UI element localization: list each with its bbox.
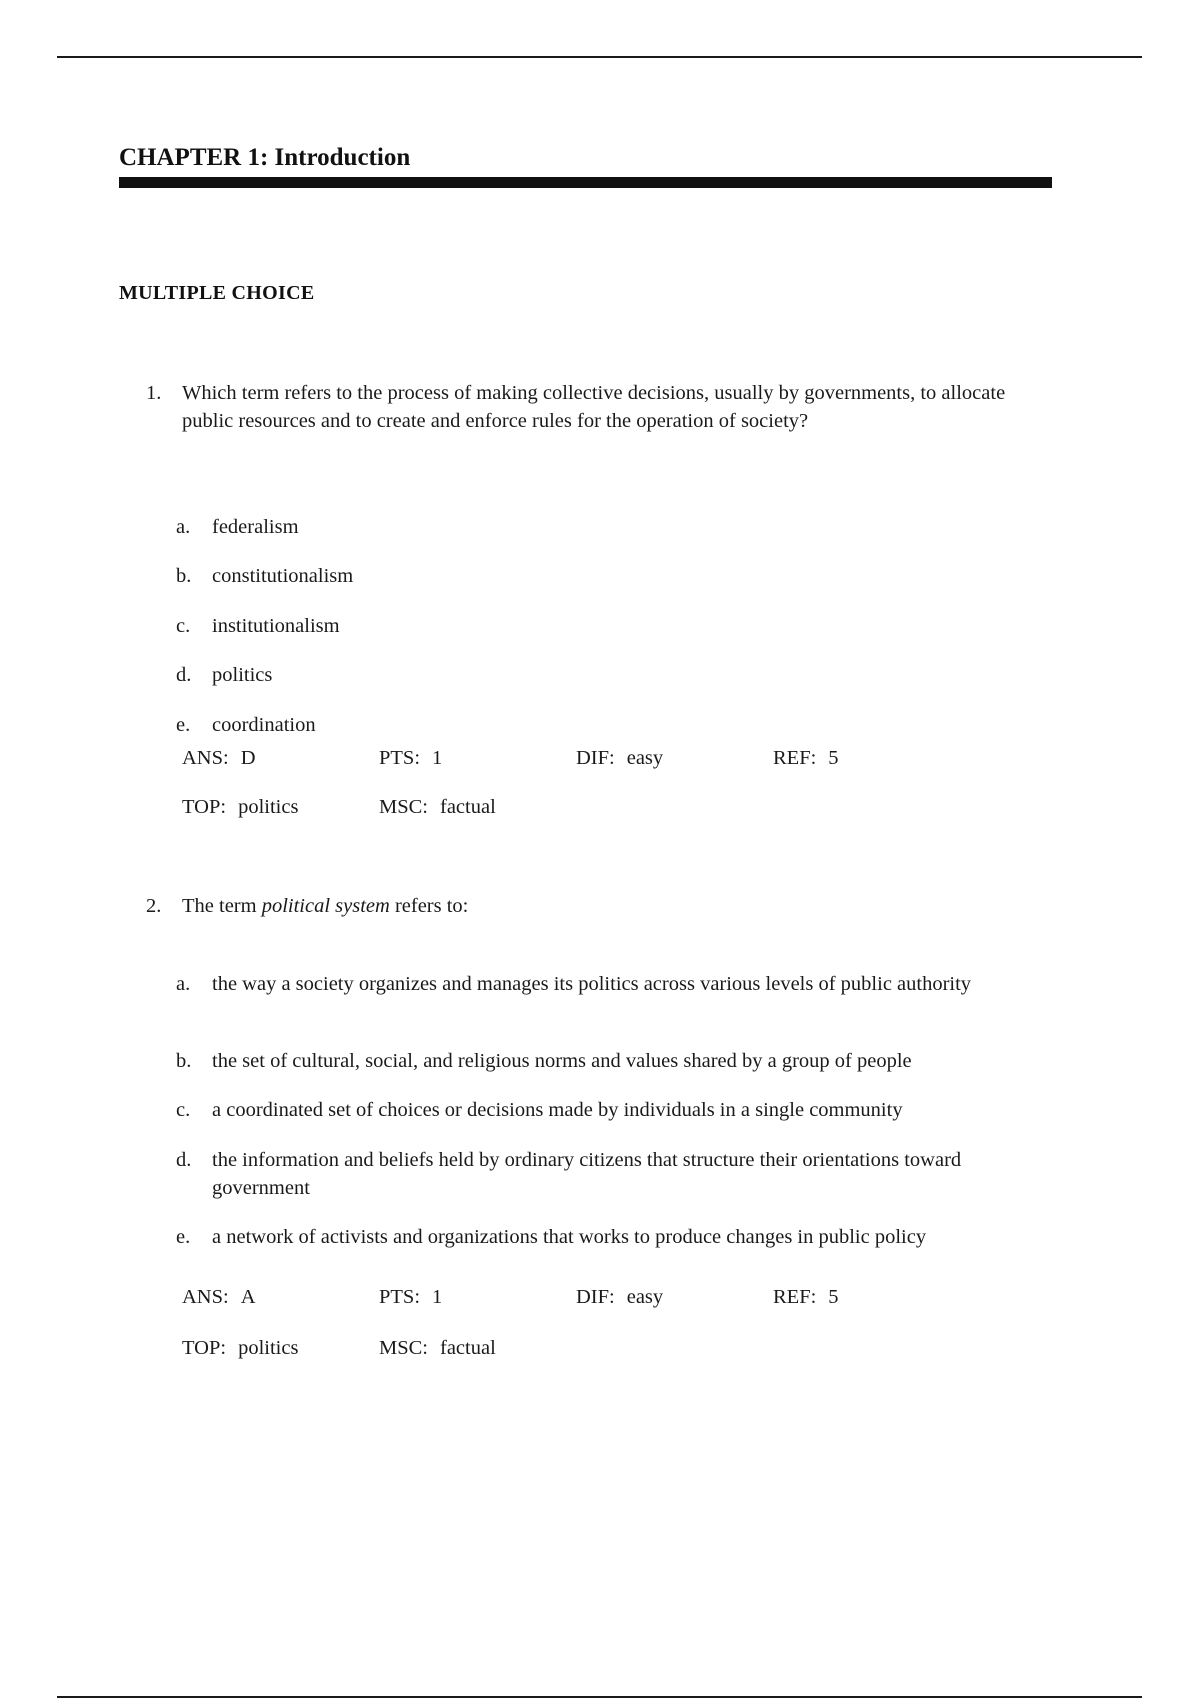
option-letter: d. bbox=[176, 1149, 192, 1171]
answer-key: ANS: A bbox=[182, 1286, 256, 1308]
reference: REF: 5 bbox=[773, 1286, 839, 1308]
topic: TOP: politics bbox=[182, 1337, 299, 1359]
reference: REF: 5 bbox=[773, 747, 839, 769]
question-text: Which term refers to the process of making collective decisions, usually by governments, to allocate public resources and to create and enforce rules for the operation of society? bbox=[182, 382, 1006, 432]
question-stem bbox=[146, 892, 1006, 920]
topic: TOP: politics bbox=[182, 796, 299, 818]
answer-option-b bbox=[176, 1047, 976, 1075]
option-text: federalism bbox=[212, 516, 299, 538]
option-letter: a. bbox=[176, 516, 191, 538]
option-text: a coordinated set of choices or decisions made by individuals in a single community bbox=[212, 1099, 903, 1121]
difficulty: DIF: easy bbox=[576, 747, 664, 769]
answer-option-d bbox=[176, 661, 976, 689]
option-letter: e. bbox=[176, 714, 191, 736]
option-letter: c. bbox=[176, 1099, 191, 1121]
option-letter: b. bbox=[176, 565, 192, 587]
answer-option-a bbox=[176, 970, 976, 998]
option-letter: b. bbox=[176, 1050, 192, 1072]
difficulty: DIF: easy bbox=[576, 1286, 664, 1308]
answer-option-c bbox=[176, 612, 976, 640]
option-text: politics bbox=[212, 664, 273, 686]
answer-option-c bbox=[176, 1096, 976, 1124]
misc-category: MSC: factual bbox=[379, 1337, 496, 1359]
option-text: constitutionalism bbox=[212, 565, 354, 587]
question-1 bbox=[146, 379, 1006, 818]
question-number: 2. bbox=[146, 895, 162, 917]
italic-term: political system bbox=[261, 895, 390, 917]
answer-option-e bbox=[176, 711, 976, 739]
question-text: The term political system refers to: bbox=[182, 895, 469, 917]
section-heading: MULTIPLE CHOICE bbox=[119, 282, 315, 304]
misc-category: MSC: factual bbox=[379, 796, 496, 818]
bottom-rule bbox=[57, 1696, 1142, 1698]
question-2 bbox=[146, 892, 1006, 1359]
top-rule bbox=[57, 56, 1142, 58]
chapter-title: CHAPTER 1: Introduction bbox=[119, 144, 411, 171]
option-text: institutionalism bbox=[212, 615, 340, 637]
question-number: 1. bbox=[146, 382, 162, 404]
answer-key: ANS: D bbox=[182, 747, 256, 769]
chapter-underline-bar bbox=[119, 177, 1052, 188]
answer-option-a bbox=[176, 513, 976, 541]
question-stem bbox=[146, 379, 1006, 435]
option-letter: d. bbox=[176, 664, 192, 686]
option-letter: e. bbox=[176, 1226, 191, 1248]
points: PTS: 1 bbox=[379, 747, 443, 769]
answer-option-d bbox=[176, 1146, 976, 1202]
option-text: the way a society organizes and manages its politics across various levels of public authority bbox=[212, 973, 972, 995]
answer-option-b bbox=[176, 562, 976, 590]
option-text: coordination bbox=[212, 714, 316, 736]
answer-option-e bbox=[176, 1223, 976, 1251]
option-letter: c. bbox=[176, 615, 191, 637]
points: PTS: 1 bbox=[379, 1286, 443, 1308]
option-text: the set of cultural, social, and religious norms and values shared by a group of people bbox=[212, 1050, 912, 1072]
option-text: a network of activists and organizations that works to produce changes in public policy bbox=[212, 1226, 927, 1248]
option-text: the information and beliefs held by ordinary citizens that structure their orientations toward government bbox=[212, 1149, 962, 1199]
option-letter: a. bbox=[176, 973, 191, 995]
